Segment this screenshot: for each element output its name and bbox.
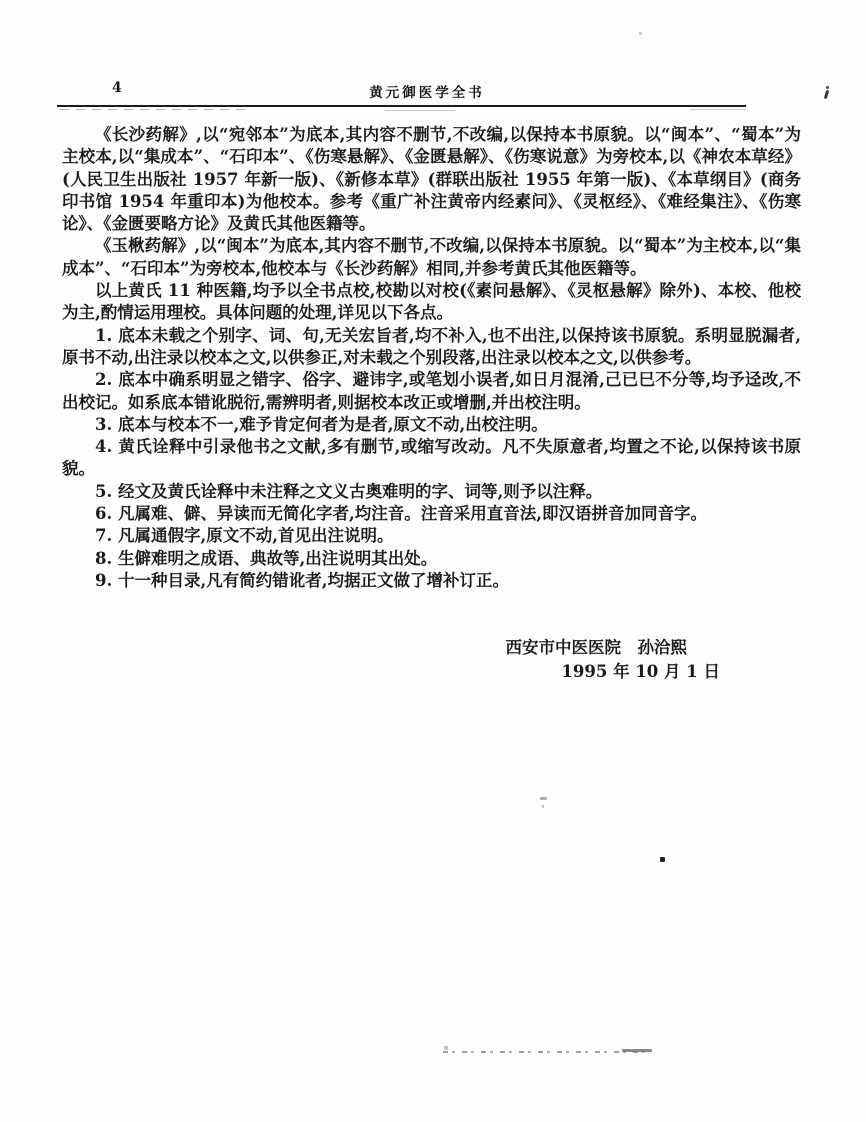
numbered-item-9: 9. 十一种目录,凡有简约错讹者,均据正文做了增补订正。: [95, 570, 509, 590]
scan-artifact-dashed-line: [443, 1051, 651, 1053]
header-rule-fragment: [60, 109, 250, 110]
paragraph-yuqiu-yaojie: 《玉楸药解》,以“闽本”为底本,其内容不删节,不改编,以保持本书原貌。以“蜀本”为主校本,以“集成本”、“石印本”为旁校本,他校本与《长沙药解》相同,并参考黄氏其他医籍等。: [62, 236, 801, 278]
scan-artifact-dot: [660, 857, 665, 862]
numbered-item-6: 6. 凡属难、僻、异读而无简化字者,均注音。注音采用直音法,即汉语拼音加同音字。: [95, 504, 707, 524]
page-number: 4: [112, 80, 122, 96]
running-title: 黄元御医学全书: [369, 85, 485, 101]
header-rule-fragment: [385, 110, 455, 111]
numbered-item-8: 8. 生僻难明之成语、典故等,出注说明其出处。: [95, 548, 438, 568]
numbered-item-2: 2. 底本中确系明显之错字、俗字、避讳字,或笔划小误者,如日月混淆,己已巳不分等,均予迳改,不出校记。如系底本错讹脱衍,需辨明者,则据校本改正或增删,并出校注明。: [62, 370, 801, 412]
numbered-item-4: 4. 黄氏诠释中引录他书之文献,多有删节,或缩写改动。凡不失原意者,均置之不论,以保持该书原貌。: [62, 437, 801, 479]
numbered-item-7: 7. 凡属通假字,原文不动,首见出注说明。: [95, 526, 394, 546]
paragraph-changsha-yaojie: 《长沙药解》,以“宛邻本”为底本,其内容不删节,不改编,以保持本书原貌。以“闽本”、“蜀本”为主校本,以“集成本”、“石印本”、《伤寒悬解》、《金匮悬解》、《伤寒说意》为旁校本,以《神农本草经》(人民卫生出版社 1957 年新一版)、《新修本草》(群联出版社 1955 年第一版)、《本草纲目》(商务印书馆 1954 年重印本)为他校本。参考《重广补注黄帝内经素问》、《灵枢经》、《难经集注》、《伤寒论》、《金匮要略方论》及黄氏其他医籍等。: [62, 125, 801, 234]
header-rule-fragment: [690, 109, 746, 110]
scan-artifact-speck: [639, 32, 642, 35]
scan-artifact-speck: [444, 1046, 448, 1050]
text-block: [62, 124, 801, 592]
numbered-item-3: 3. 底本与校本不一,难予肯定何者为是者,原文不动,出校注明。: [95, 414, 548, 434]
signature: 西安市中医医院 孙洽熙: [505, 638, 687, 657]
numbered-item-5: 5. 经文及黄氏诠释中未注释之文义古奥难明的字、词等,则予以注释。: [95, 481, 603, 501]
scan-artifact-dashed-line-dark: [622, 1049, 652, 1052]
header-rule: [57, 105, 746, 107]
paragraph-collation-overview: 以上黄氏 11 种医籍,均予以全书点校,校勘以对校(《素问悬解》、《灵枢悬解》除外)、本校、他校为主,酌情运用理校。具体问题的处理,详见以下各点。: [62, 281, 801, 323]
date: 1995 年 10 月 1 日: [561, 662, 720, 681]
numbered-item-1: 1. 底本未载之个别字、词、句,无关宏旨者,均不补入,也不出注,以保持该书原貌。系明显脱漏者,原书不动,出注录以校本之文,以供参正,对未载之个别段落,出注录以校本之文,以供参考。: [62, 325, 801, 367]
scan-artifact-speck: [540, 797, 547, 800]
